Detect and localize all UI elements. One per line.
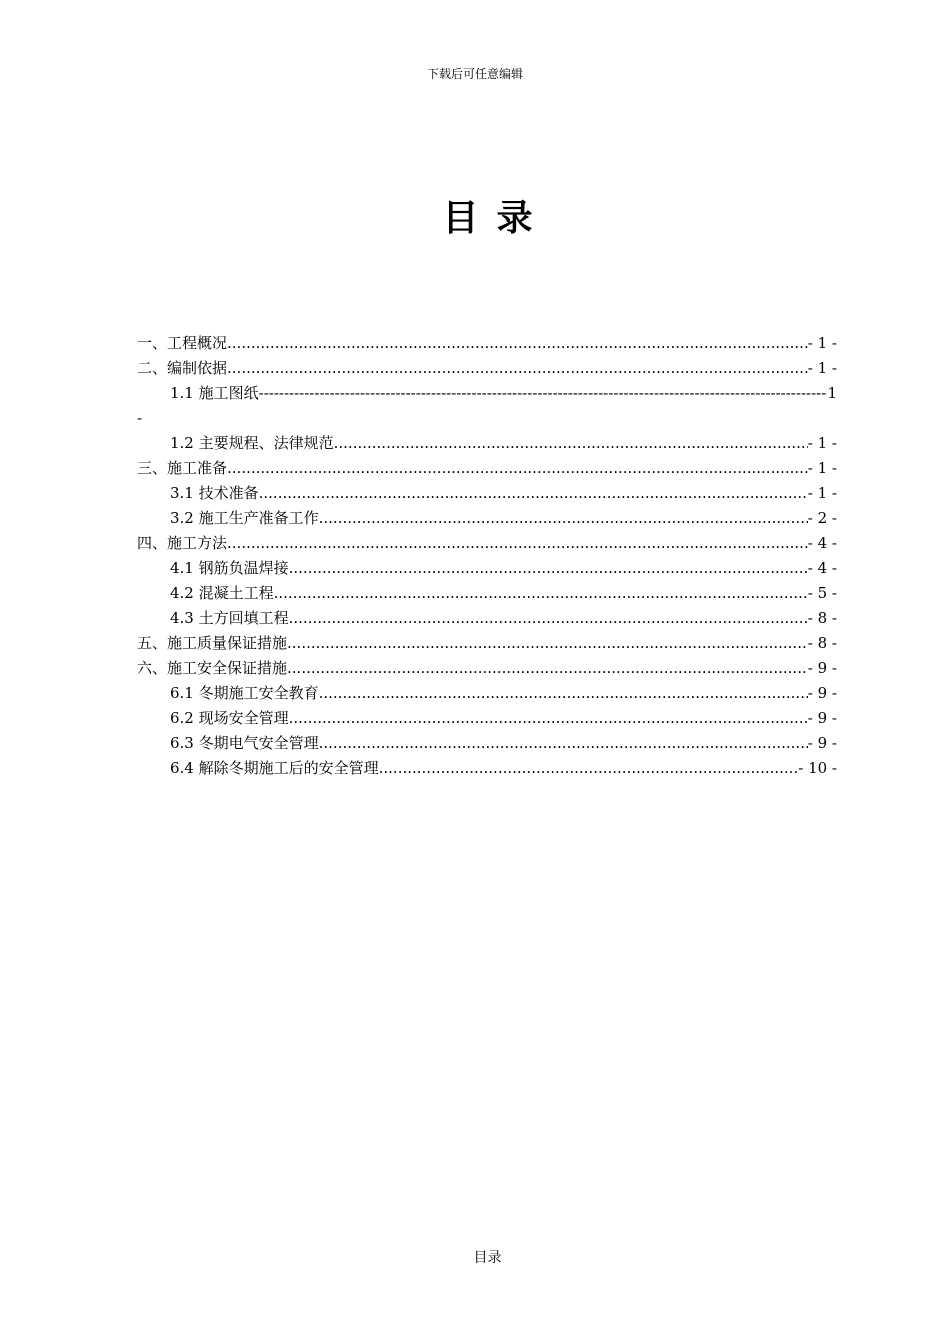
toc-entry-label: 6.1 冬期施工安全教育 [170,684,319,702]
toc-entry-1[interactable] [137,331,837,356]
toc-entry-4[interactable] [137,531,837,556]
toc-entry-4-2[interactable] [137,581,837,606]
toc-entry-1-1[interactable] [137,381,837,431]
toc-leader [227,456,808,481]
toc-page-number: - 1 - [807,459,837,477]
header-note: 下载后可任意编辑 [426,67,523,81]
toc-page-number: - 1 - [807,334,837,352]
table-of-contents [137,331,837,781]
toc-entry-label: 4.3 土方回填工程 [170,609,289,627]
toc-entry-label: 6.3 冬期电气安全管理 [170,734,319,752]
toc-entry-2[interactable] [137,356,837,381]
toc-page-number: - 9 - [807,684,837,702]
toc-entry-label: 五、施工质量保证措施 [137,634,288,652]
toc-leader [379,756,799,781]
toc-leader [319,731,808,756]
toc-entry-3-2[interactable] [137,506,837,531]
toc-leader [319,506,808,531]
toc-entry-5[interactable] [137,631,837,656]
toc-entry-label: 一、工程概况 [137,334,228,352]
toc-entry-label: 三、施工准备 [137,459,228,477]
toc-page-number: - 1 - [807,484,837,502]
toc-leader [289,606,808,631]
toc-leader [259,381,828,406]
toc-entry-6-4[interactable] [137,756,837,781]
toc-leader [287,656,808,681]
toc-entry-label: 四、施工方法 [137,534,228,552]
toc-leader [227,531,808,556]
toc-page-number: - 1 - [807,359,837,377]
toc-page-number: - 5 - [807,584,837,602]
toc-page-number: - 9 - [807,709,837,727]
toc-page-number: - 2 - [807,509,837,527]
toc-entry-label: 二、编制依据 [137,359,228,377]
toc-entry-3[interactable] [137,456,837,481]
toc-page-number: - 8 - [807,609,837,627]
toc-page-number: - 4 - [807,559,837,577]
toc-entry-label: 1.2 主要规程、法律规范 [170,434,334,452]
toc-entry-6-2[interactable] [137,706,837,731]
toc-entry-label: 六、施工安全保证措施 [137,659,288,677]
toc-entry-4-1[interactable] [137,556,837,581]
toc-leader [289,706,808,731]
toc-leader [259,481,808,506]
toc-entry-6-3[interactable] [137,731,837,756]
toc-entry-label: 4.1 钢筋负温焊接 [170,559,289,577]
toc-entry-label: 3.2 施工生产准备工作 [170,509,319,527]
toc-leader [289,556,808,581]
footer-note: 目录 [473,1250,502,1266]
toc-entry-label: 6.2 现场安全管理 [170,709,289,727]
toc-entry-6[interactable] [137,656,837,681]
toc-entry-label: 4.2 混凝土工程 [170,584,274,602]
page-title: 目录 [442,197,551,239]
toc-leader [319,681,808,706]
toc-leader [274,581,808,606]
toc-page-number: - 9 - [807,734,837,752]
toc-leader [227,331,808,356]
toc-entry-label: 1.1 施工图纸 [170,384,259,402]
toc-entry-3-1[interactable] [137,481,837,506]
toc-page-number: - 8 - [807,634,837,652]
toc-entry-6-1[interactable] [137,681,837,706]
toc-entry-4-3[interactable] [137,606,837,631]
toc-page-number: - 9 - [807,659,837,677]
toc-entry-label: 6.4 解除冬期施工后的安全管理 [170,759,379,777]
toc-page-number: 1 [827,384,837,402]
toc-entry-1-2[interactable] [137,431,837,456]
toc-leader [287,631,808,656]
toc-entry-label: 3.1 技术准备 [170,484,259,502]
toc-page-number-continued: - [137,409,143,427]
toc-page-number: - 4 - [807,534,837,552]
toc-leader [334,431,808,456]
toc-page-number: - 1 - [807,434,837,452]
toc-page-number: - 10 - [798,759,837,777]
toc-leader [227,356,808,381]
